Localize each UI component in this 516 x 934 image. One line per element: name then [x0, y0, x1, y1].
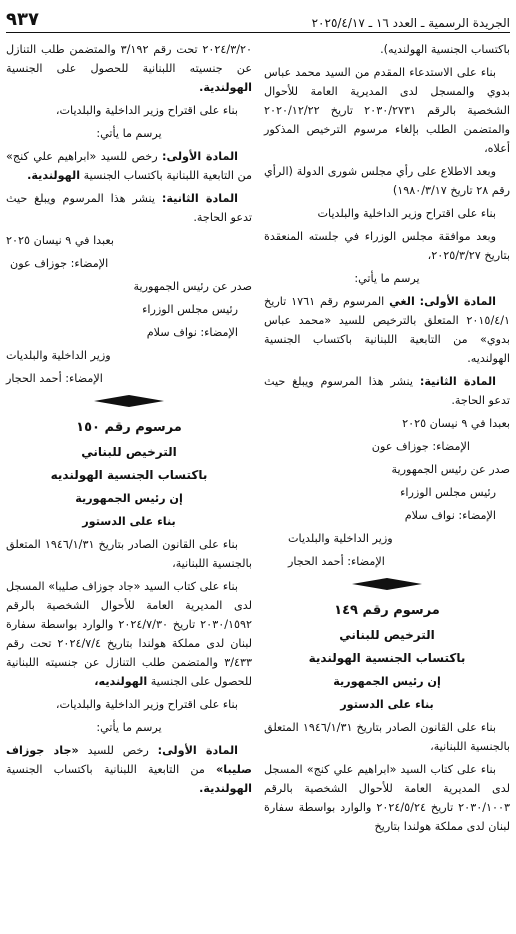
decree-subtitle: باكتساب الجنسية الهولنديه [50, 468, 208, 482]
decree-subtitle: الترخيص للبناني [339, 628, 435, 642]
decree-title: مرسوم رقم ١٥٠ [76, 420, 182, 435]
decree-intro: يرسم ما يأتي: [96, 127, 162, 140]
minister-title: وزير الداخلية والبلديات [6, 349, 111, 362]
left-column [6, 40, 252, 802]
article-text: من التابعية اللبنانية باكتساب الجنسية [6, 763, 205, 776]
issued-by: صدر عن رئيس الجمهورية [391, 463, 510, 476]
article-1 [264, 292, 510, 368]
minister-signature: الإمضاء: أحمد الحجار [288, 555, 385, 568]
bold-word: الهولندية. [199, 81, 252, 94]
decree-intro: يرسم ما يأتي: [96, 721, 162, 734]
paragraph: بناء على القانون الصادر بتاريخ ١٩٤٦/١/٣١ المتعلق بالجنسية اللبنانية، [6, 538, 252, 570]
president-heading: إن رئيس الجمهورية [75, 492, 183, 505]
ornament-divider [264, 577, 510, 591]
article-2 [6, 189, 252, 227]
article-label: المادة الثانية: [161, 192, 238, 205]
article-label: المادة الأولى: [162, 150, 239, 163]
issued-by: صدر عن رئيس الجمهورية [133, 280, 252, 293]
minister-signature: الإمضاء: أحمد الحجار [6, 372, 103, 385]
pm-title: رئيس مجلس الوزراء [142, 303, 238, 316]
ornament-divider [6, 394, 252, 408]
article-text: رخص للسيد «ابراهيم علي كنج» من التابعية اللبنانية باكتساب الجنسية [6, 150, 252, 182]
minister-title: وزير الداخلية والبلديات [288, 532, 393, 545]
paragraph: بناء على القانون الصادر بتاريخ ١٩٤٦/١/٣١ المتعلق بالجنسية اللبنانية، [264, 721, 510, 753]
article-bold: الهولندية. [199, 782, 252, 795]
article-bold: الغي [389, 295, 415, 308]
pm-signature: الإمضاء: نواف سلام [146, 326, 238, 339]
header-rule [6, 32, 510, 33]
paragraph: وبعد الاطلاع على رأي مجلس شورى الدولة (الرأي رقم ٢٨ تاريخ ١٩٨٠/٣/١٧) [264, 165, 510, 197]
constitution-line: بناء على الدستور [340, 698, 434, 711]
decree-intro: يرسم ما يأتي: [354, 272, 420, 285]
article-text: رخص للسيد [87, 744, 149, 757]
page-number: ٩٣٧ [6, 9, 39, 30]
bold-word: الهولنديه، [94, 675, 148, 688]
paragraph: بناء على كتاب السيد «ابراهيم علي كنج» المسجل لدى المديرية العامة للأحوال الشخصية بالرقم ٢٠٣٠/١٠٠٣ تاريخ ٢٠٢٤/٥/٢٤ والوارد بواسطة سفارة لبنان لدى مملكة هولندا بتاريخ [264, 763, 511, 833]
right-column [264, 40, 510, 840]
article-label: المادة الأولى: [419, 295, 496, 308]
paragraph: بناء على اقتراح وزير الداخلية والبلديات، [55, 698, 238, 711]
paragraph: بناء على اقتراح وزير الداخلية والبلديات، [55, 104, 238, 117]
paragraph: باكتساب الجنسية الهولنديه). [380, 43, 510, 56]
president-signature: الإمضاء: جوزاف عون [371, 440, 470, 453]
article-label: المادة الأولى: [157, 744, 239, 757]
decree-date: بعبدا في ٩ نيسان ٢٠٢٥ [6, 234, 114, 247]
paragraph [6, 40, 252, 97]
paragraph: بناء على اقتراح وزير الداخلية والبلديات [317, 207, 496, 220]
pm-signature: الإمضاء: نواف سلام [404, 509, 496, 522]
decree-date: بعبدا في ٩ نيسان ٢٠٢٥ [402, 417, 510, 430]
decree-title: مرسوم رقم ١٤٩ [334, 603, 440, 618]
page-header [6, 4, 510, 30]
paragraph [6, 577, 252, 691]
person-name: «جاد جوزاف صليبا» [6, 744, 252, 776]
paragraph: وبعد موافقة مجلس الوزراء في جلسته المنعقدة بتاريخ ٢٠٢٥/٣/٢٧، [264, 230, 510, 262]
article-1 [6, 741, 252, 798]
article-text: المرسوم رقم ١٧٦١ تاريخ ٢٠١٥/٤/١ المتعلق بالترخيص للسيد «محمد عباس بدوي» من التابعية اللبنانية باكتساب الجنسية الهولنديه. [264, 295, 510, 365]
article-text: ينشر هذا المرسوم ويبلغ حيث تدعو الحاجة. [264, 375, 510, 407]
paragraph: بناء على الاستدعاء المقدم من السيد محمد عباس بدوي والمسجل لدى المديرية العامة للأحوال الشخصية بالرقم ٢٠٣٠/٢٧٣١ تاريخ ٢٠٢٠/١٢/٢٢ والمتضمن الطلب بإلغاء مرسوم الترخيص المذكور أعلاه، [264, 66, 510, 155]
gazette-header-title: الجريدة الرسمية ـ العدد ١٦ ـ ٢٠٢٥/٤/١٧ [311, 16, 510, 30]
paragraph-text: بناء على كتاب السيد «جاد جوزاف صليبا» المسجل لدى المديرية العامة للأحوال الشخصية بالرقم ٢٠٣٠/١٥٩٢ تاريخ ٢٠٢٤/٧/٣٠ والوارد بواسطة سفارة لبنان لدى مملكة هولندا بتاريخ ٢٠٢٤/٧/٤ تحت رقم ٣/٤٣٣ والمتضمن طلب التنازل عن جنسيته اللبنانية للحصول على الجنسية [6, 580, 253, 688]
article-bold: الهولندية. [27, 169, 81, 182]
article-2 [264, 372, 510, 410]
constitution-line: بناء على الدستور [82, 515, 176, 528]
paragraph-text: ٢٠٢٤/٣/٢٠ تحت رقم ٣/١٩٢ والمتضمن طلب التنازل عن جنسيته اللبنانية للحصول على الجنسية [6, 43, 252, 75]
decree-subtitle: باكتساب الجنسية الهولندية [308, 651, 466, 665]
pm-title: رئيس مجلس الوزراء [400, 486, 496, 499]
article-text: ينشر هذا المرسوم ويبلغ حيث تدعو الحاجة. [6, 192, 252, 224]
article-label: المادة الثانية: [419, 375, 496, 388]
president-signature: الإمضاء: جوزاف عون [10, 257, 109, 270]
president-heading: إن رئيس الجمهورية [333, 675, 441, 688]
article-1 [6, 147, 252, 185]
decree-subtitle: الترخيص للبناني [81, 445, 177, 459]
